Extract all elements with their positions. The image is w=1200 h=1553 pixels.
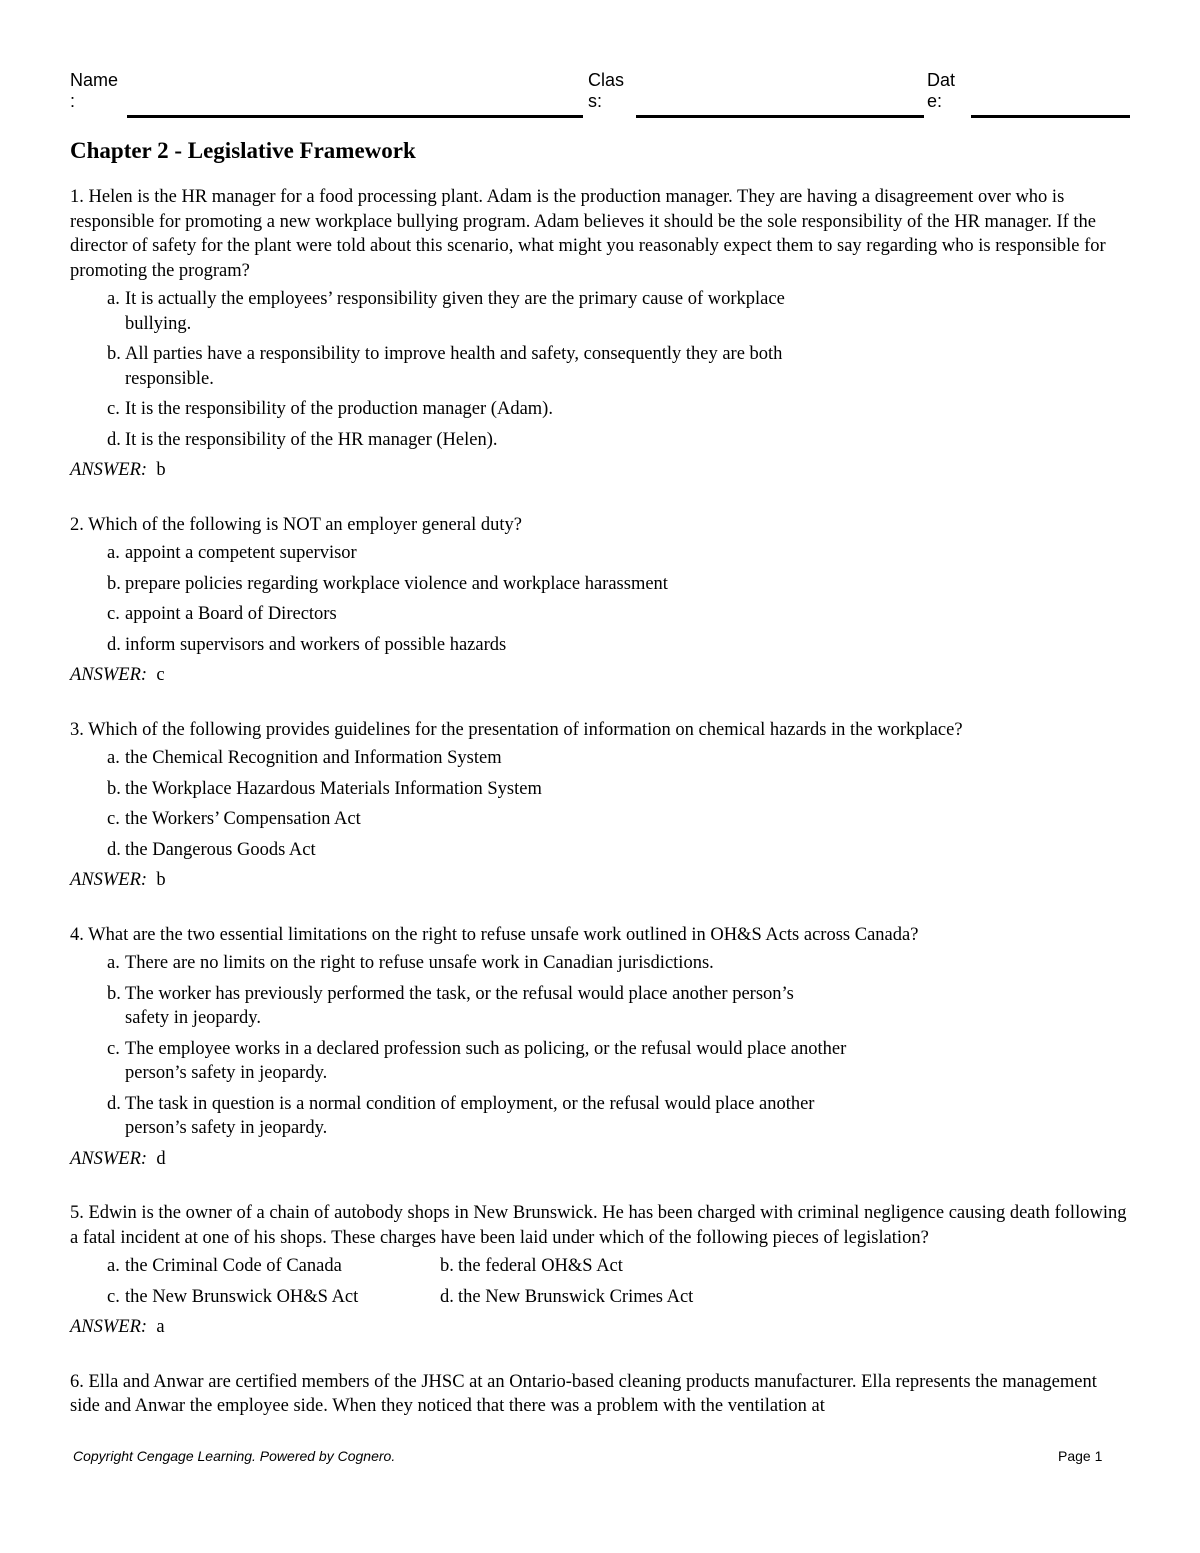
question-text: 4. What are the two essential limitations on the right to refuse unsafe work outlined in OH&S Acts across Canada? xyxy=(70,924,919,945)
option-c[interactable]: c. the New Brunswick OH&S Act xyxy=(107,1286,359,1307)
question-4 xyxy=(70,923,1130,1172)
option-b[interactable]: b. All parties have a responsibility to improve health and safety, consequently they are both responsible. xyxy=(107,344,783,389)
page-number: Page 1 xyxy=(1058,1448,1103,1464)
page-title: Chapter 2 - Legislative Framework xyxy=(70,138,416,163)
option-b[interactable]: b. the federal OH&S Act xyxy=(440,1256,623,1276)
option-c[interactable]: c. appoint a Board of Directors xyxy=(107,604,337,624)
answer-line: ANSWER: b xyxy=(70,460,166,480)
option-list xyxy=(107,541,1130,657)
question-text: 2. Which of the following is NOT an employer general duty? xyxy=(70,514,522,535)
question-2 xyxy=(70,513,1130,688)
option-list xyxy=(107,746,1130,862)
option-a[interactable]: a. It is actually the employees’ responsibility given they are the primary cause of workplace bullying. xyxy=(107,289,785,334)
option-d[interactable]: d. inform supervisors and workers of possible hazards xyxy=(107,634,507,655)
copyright-footer: Copyright Cengage Learning. Powered by Cognero. xyxy=(73,1448,396,1464)
question-text: 6. Ella and Anwar are certified members of the JHSC at an Ontario-based cleaning products manufacturer. Ella represents the management side and Anwar the employee side. When they noticed that there was a problem with the ventilation at xyxy=(70,1371,1097,1416)
option-a[interactable]: a. the Chemical Recognition and Information System xyxy=(107,748,502,768)
option-d[interactable]: d. the New Brunswick Crimes Act xyxy=(440,1286,694,1307)
answer-line: ANSWER: d xyxy=(70,1148,166,1169)
question-5 xyxy=(70,1201,1130,1340)
option-d[interactable]: d. It is the responsibility of the HR manager (Helen). xyxy=(107,429,498,450)
option-d[interactable]: d. the Dangerous Goods Act xyxy=(107,839,316,860)
option-a[interactable]: a. appoint a competent supervisor xyxy=(107,543,357,563)
option-a[interactable]: a. There are no limits on the right to refuse unsafe work in Canadian jurisdictions. xyxy=(107,953,714,973)
question-1 xyxy=(70,185,1130,483)
class-label: Clas s: xyxy=(588,70,625,111)
question-text: 5. Edwin is the owner of a chain of autobody shops in New Brunswick. He has been charged with criminal negligence causing death following a fatal incident at one of his shops. These charges have been laid under which of the following pieces of legislation? xyxy=(70,1203,1127,1248)
option-c[interactable]: c. the Workers’ Compensation Act xyxy=(107,809,361,829)
answer-line: ANSWER: b xyxy=(70,870,166,890)
option-b[interactable]: b. prepare policies regarding workplace violence and workplace harassment xyxy=(107,573,668,594)
date-label: Dat e: xyxy=(927,70,956,111)
option-list xyxy=(107,287,1130,452)
option-b[interactable]: b. The worker has previously performed the task, or the refusal would place another person’s safety in jeopardy. xyxy=(107,983,794,1028)
answer-line: ANSWER: c xyxy=(70,665,165,685)
option-list xyxy=(107,951,1130,1141)
answer-line: ANSWER: a xyxy=(70,1317,165,1337)
option-d[interactable]: d. The task in question is a normal condition of employment, or the refusal would place another person’s safety in jeopardy. xyxy=(107,1093,815,1138)
question-text: 3. Which of the following provides guidelines for the presentation of information on chemical hazards in the workplace? xyxy=(70,719,963,740)
option-c[interactable]: c. It is the responsibility of the production manager (Adam). xyxy=(107,399,553,419)
question-list xyxy=(70,185,1130,1423)
class-field[interactable] xyxy=(636,115,924,118)
question-6 xyxy=(70,1370,1130,1419)
name-label: Name : xyxy=(70,70,119,111)
option-c[interactable]: c. The employee works in a declared profession such as policing, or the refusal would place another person’s safety in jeopardy. xyxy=(107,1038,847,1083)
date-field[interactable] xyxy=(971,115,1130,118)
option-list xyxy=(107,1254,1130,1309)
option-b[interactable]: b. the Workplace Hazardous Materials Information System xyxy=(107,778,542,799)
option-a[interactable]: a. the Criminal Code of Canada xyxy=(107,1256,342,1276)
question-text: 1. Helen is the HR manager for a food processing plant. Adam is the production manager. They are having a disagreement over who is responsible for promoting a new workplace bullying program. Adam believes it should be the sole responsibility of the HR manager. If the director of safety for the plant were told about this scenario, what might you reasonably expect them to say regarding who is responsible for promoting the program? xyxy=(70,187,1106,281)
name-field[interactable] xyxy=(127,115,583,118)
question-3 xyxy=(70,718,1130,893)
